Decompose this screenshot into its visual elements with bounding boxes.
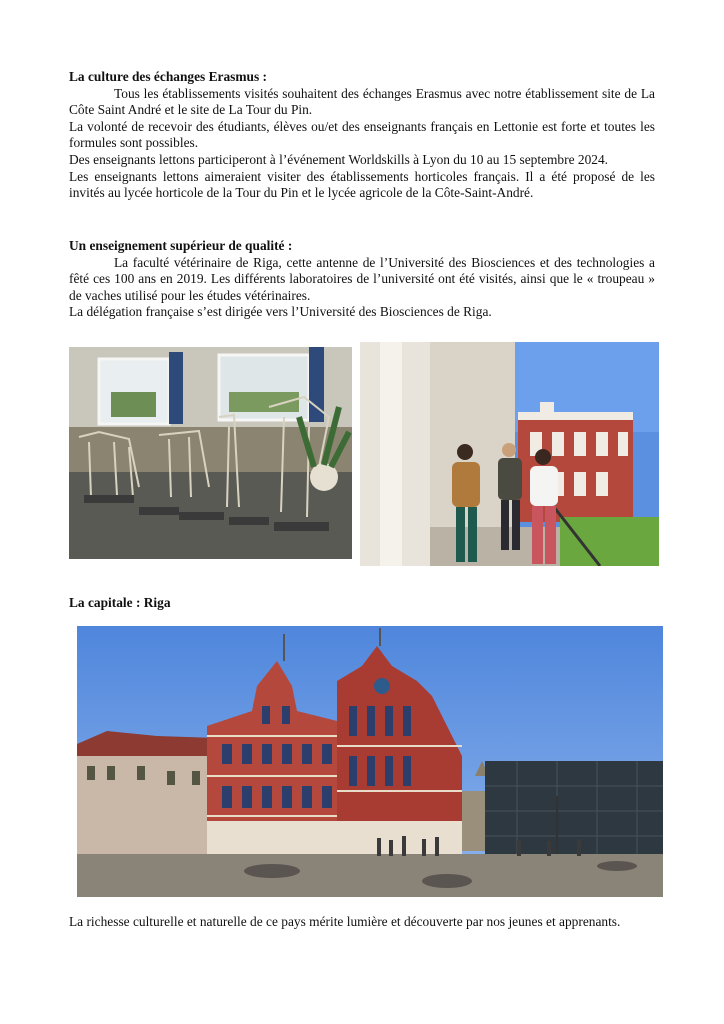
paragraph: Tous les établissements visités souhaitent des échanges Erasmus avec notre établissement site de La Côte Saint André et le site de La Tour du Pin. <box>69 85 655 118</box>
closing-paragraph: La richesse culturelle et naturelle de ce pays mérite lumière et découverte par nos jeunes et apprenants. <box>69 914 621 929</box>
section-heading-education: Un enseignement supérieur de qualité : <box>69 238 293 253</box>
paragraph: La volonté de recevoir des étudiants, élèves ou/et des enseignants français en Lettonie est forte et toutes les formules sont possibles. <box>69 118 655 151</box>
closing-paragraph-block <box>69 914 655 931</box>
balcony-group-photo <box>360 342 659 566</box>
section-capital <box>69 595 655 612</box>
paragraph: La faculté vétérinaire de Riga, cette antenne de l’Université des Biosciences et des technologies a fêté ces 100 ans en 2019. Les différents laboratoires de l’université ont été visités, ainsi que le « troupeau » de vaches utilisé pour les études vétérinaires. <box>69 254 655 303</box>
paragraph: Les enseignants lettons aimeraient visiter des établissements horticoles français. Il a été proposé de les invités au lycée horticole de la Tour du Pin et le lycée agricole de la Côte-Saint-André. <box>69 168 655 201</box>
section-heading-capital: La capitale : Riga <box>69 595 171 610</box>
section-heading-erasmus: La culture des échanges Erasmus : <box>69 69 268 84</box>
section-erasmus <box>69 69 655 202</box>
section-higher-education <box>69 238 655 321</box>
paragraph: La délégation française s’est dirigée vers l’Université des Biosciences de Riga. <box>69 304 492 320</box>
paragraph: Des enseignants lettons participeront à l’événement Worldskills à Lyon du 10 au 15 septembre 2024. <box>69 151 609 167</box>
riga-square-photo <box>77 626 663 897</box>
lab-skeletons-photo <box>69 347 352 559</box>
